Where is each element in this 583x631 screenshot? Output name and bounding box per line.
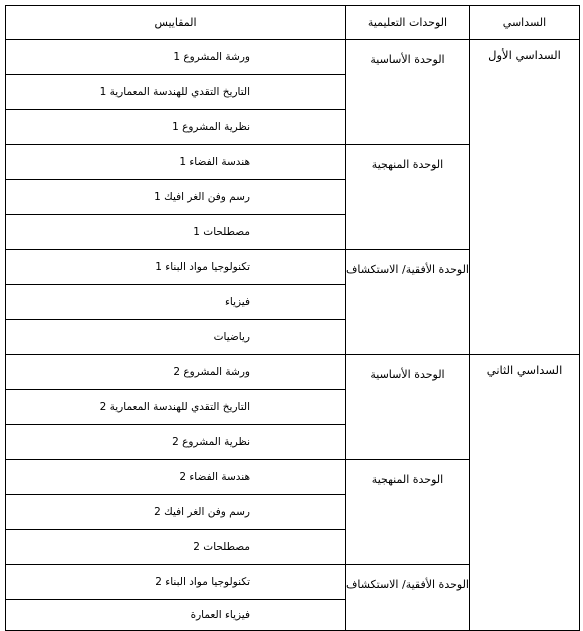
module-cell: التاريخ التقدي للهندسة المعمارية 2 [6, 390, 346, 425]
module-cell: تكنولوجيا مواد البناء 2 [6, 565, 346, 600]
module-cell: رياضيات [6, 320, 346, 355]
unit-cell: الوحدة الأفقية/ الاستكشاف [346, 565, 470, 631]
table-row [6, 40, 580, 75]
header-semester: السداسي [470, 6, 580, 40]
module-cell: ورشة المشروع 1 [6, 40, 346, 75]
module-cell: فيزياء [6, 285, 346, 320]
unit-cell: الوحدة المنهجية [346, 460, 470, 565]
unit-cell: الوحدة المنهجية [346, 145, 470, 250]
curriculum-table [5, 5, 580, 631]
table-row [6, 355, 580, 390]
header-modules: المقاييس [6, 6, 346, 40]
module-cell: ورشة المشروع 2 [6, 355, 346, 390]
module-cell: نظرية المشروع 1 [6, 110, 346, 145]
header-unit: الوحدات التعليمية [346, 6, 470, 40]
module-cell: رسم وفن الغر افيك 2 [6, 495, 346, 530]
unit-cell: الوحدة الأساسية [346, 40, 470, 145]
module-cell: تكنولوجيا مواد البناء 1 [6, 250, 346, 285]
module-cell: مصطلحات 1 [6, 215, 346, 250]
unit-cell: الوحدة الأفقية/ الاستكشاف [346, 250, 470, 355]
module-cell: التاريخ التقدي للهندسة المعمارية 1 [6, 75, 346, 110]
semester-cell: السداسي الثاني [470, 355, 580, 631]
unit-cell: الوحدة الأساسية [346, 355, 470, 460]
module-cell: فيزياء العمارة [6, 600, 346, 631]
semester-cell: السداسي الأول [470, 40, 580, 355]
module-cell: هندسة الفضاء 2 [6, 460, 346, 495]
module-cell: مصطلحات 2 [6, 530, 346, 565]
module-cell: هندسة الفضاء 1 [6, 145, 346, 180]
header-row [6, 6, 580, 40]
module-cell: نظرية المشروع 2 [6, 425, 346, 460]
module-cell: رسم وفن الغر افيك 1 [6, 180, 346, 215]
